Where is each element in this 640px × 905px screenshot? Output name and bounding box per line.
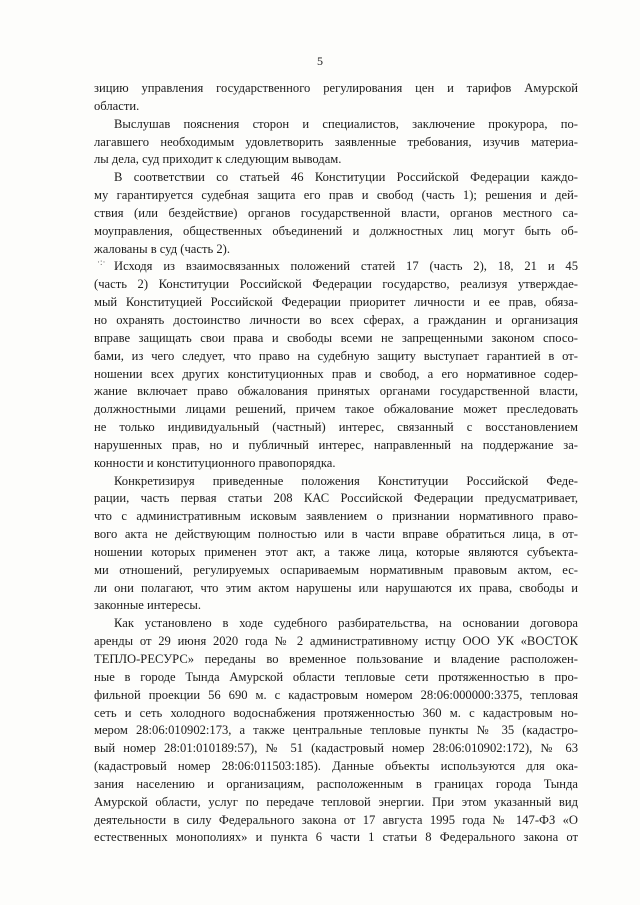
text-line: области. [94,98,140,113]
text-line: лагавшего необходимым удовлетворить заявленные требования, изучив материа- [94,134,578,149]
text-line: фильной проекции 56 690 м. с кадастровым номером 28:06:000000:3375, тепловая [94,687,578,702]
text-line: законные интересы. [94,598,201,613]
text-line: лы дела, суд приходит к следующим выводам. [94,152,342,167]
text-line: ношении которых применен этот акт, а также лица, которые являются субъекта- [94,544,578,559]
text-line: что с административным исковым заявлением о признании нормативного право- [94,509,578,524]
text-line: (кадастровый номер 28:06:011503:185). Данные объекты используются для ока- [94,759,578,774]
text-line: сеть и сеть холодного водоснабжения протяженностью 360 м. с кадастровым но- [94,705,578,720]
text-line: вый номер 28:01:010189:57), № 51 (кадастровый номер 28:06:010902:172), № 63 [94,741,578,756]
text-line: ствия (или бездействие) органов государственной власти, органов местного са- [94,205,578,220]
text-line: вправе защищать свои права и свободы всеми не запрещенными законом спосо- [94,330,578,345]
text-line: ные в городе Тында Амурской области тепловые сети протяженностью в про- [94,669,578,684]
text-line: естественных монополиях» и пункта 6 части 1 статьи 8 Федерального закона от [94,830,578,845]
text-line: зицию управления государственного регулирования цен и тарифов Амурской [94,81,578,95]
text-line: нарушенных прав, но и публичный интерес, направленный на поддержание за- [94,437,578,452]
text-line: Как установлено в ходе судебного разбирательства, на основании договора [114,616,578,631]
text-line: конности и конституционного правопорядка. [94,455,336,470]
text-line: рации, часть первая статьи 208 КАС Российской Федерации предусматривает, [94,491,578,506]
text-line: мый Конституцией Российской Федерации приоритет личности и ее прав, обяза- [94,295,578,310]
text-line: Конкретизируя приведенные положения Конституции Российской Феде- [114,473,578,488]
text-line: вого акта не действующим полностью или в части вправе обратиться лица, в от- [94,527,578,542]
text-line: мером 28:06:010902:173, а также центральные тепловые пункты № 35 (кадастро- [94,723,578,738]
text-line: ношении всех других конституционных прав и свобод, а его нормативное содер- [94,366,578,381]
text-line: Выслушав пояснения сторон и специалистов, заключение прокурора, по- [114,116,578,131]
page-number: 5 [317,54,323,68]
scan-mark: ·:· [97,257,106,267]
text-line: жание включает право обжалования принятых органами государственной власти, [94,384,578,399]
document-body [94,80,578,847]
text-line: ми отношений, регулируемых оспариваемым нормативным правовым актом, ес- [94,562,578,577]
text-line: деятельности в силу Федерального закона от 17 августа 1995 года № 147-ФЗ «О [94,812,578,827]
text-line: зания населению и организациям, расположенным в границах города Тында [94,776,578,791]
text-line: (часть 2) Конституции Российской Федерации государство, реализуя утверждае- [94,277,578,292]
text-line: ТЕПЛО-РЕСУРС» переданы во временное пользование и владение расположен- [94,652,578,666]
text-line: не только индивидуальный (частный) интерес, связанный с восстановлением [94,420,578,435]
text-line: но охранять достоинство личности во всех сферах, а гражданин и организация [94,312,578,327]
text-line: Амурской области, услуг по передаче тепловой энергии. При этом указанный вид [94,794,578,809]
text-line: бами, из чего следует, что право на судебную защиту выступает гарантией в от- [94,348,578,363]
text-line: аренды от 29 июня 2020 года № 2 административному истцу ООО УК «ВОСТОК [94,634,578,649]
text-line: моуправления, общественных объединений и должностных лиц могут быть об- [94,223,578,238]
text-line: му гарантируется судебная защита его прав и свобод (часть 1); решения и дей- [94,188,578,203]
text-line: должностными лицами решений, причем такое обжалование может преследовать [94,402,578,417]
text-line: ли они полагают, что этим актом нарушены или нарушаются их права, свободы и [94,580,578,595]
text-line: Исходя из взаимосвязанных положений статей 17 (часть 2), 18, 21 и 45 [114,259,578,274]
text-line: В соответствии со статьей 46 Конституции Российской Федерации каждо- [114,170,578,185]
text-line: жалованы в суд (часть 2). [94,241,231,256]
